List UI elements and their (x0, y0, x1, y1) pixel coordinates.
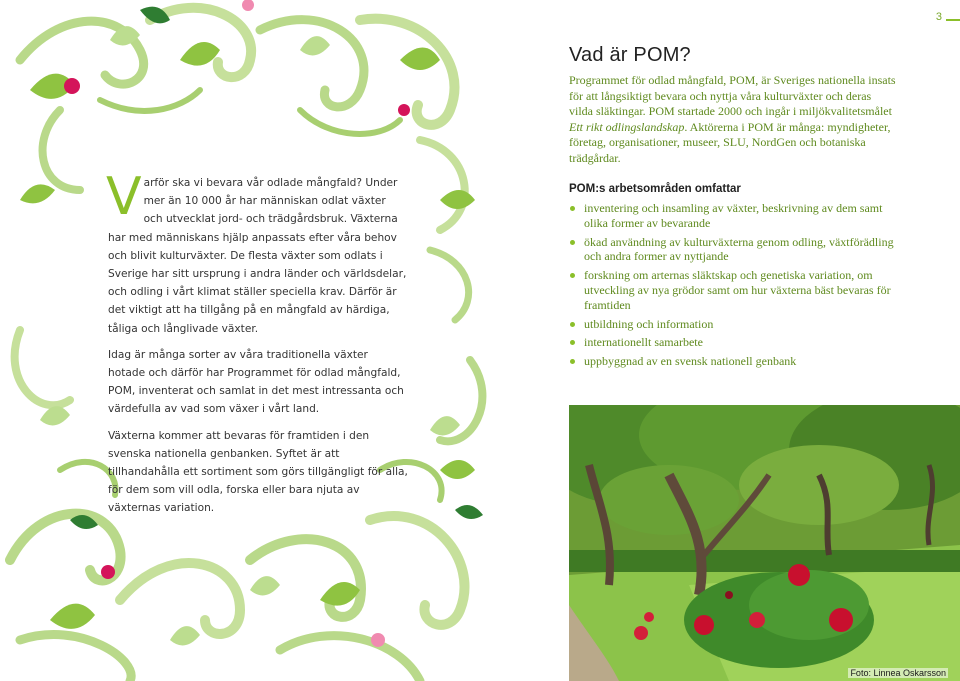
page-number-rule (946, 19, 960, 21)
work-areas-heading: POM:s arbetsområden omfattar (569, 183, 741, 195)
pom-intro (569, 73, 897, 166)
bullet-icon (570, 322, 575, 327)
photo-caption: Foto: Linnea Oskarsson (850, 668, 946, 678)
section-title: Vad är POM? (569, 44, 691, 66)
what-is-pom-section (569, 44, 897, 166)
bullet-icon (570, 206, 575, 211)
bullet-icon (570, 359, 575, 364)
bullet-icon (570, 240, 575, 245)
intro-text-a: Programmet för odlad mångfald, POM, är Sveriges nationella insats för att långsiktigt bevara och nyttja våra kulturväxter och deras vilda släktingar. POM startade 2000 och ingår i miljökvalitetsmålet (569, 73, 896, 118)
paragraph-genebank: Växterna kommer att bevaras för framtiden i den svenska nationella genbanken. Syftet är att tillhandahålla ett sortiment som görs tillgängligt för alla, för dem som vill odla, forska eller bara njuta av växternas variation. (108, 429, 408, 515)
list-item: utbildning och information (569, 317, 899, 332)
bullet-icon (570, 273, 575, 278)
paragraph-intro (106, 167, 408, 338)
intro-body: mer än 10 000 år har människan odlat växter och utvecklat jord- och trädgårdsbruk. Växterna har med människans hjälp anpassats efter våra behov och blivit kulturväxter. De flesta växter som odlats i Sverige har sitt ursprung i andra länder och världsdelar, och odling i vårt klimat ställer speciella krav. Därför är det viktigt att ha tillgång på en mångfald av härdiga, tåliga och långlivade växter. (108, 195, 407, 335)
intro-first-line: arför ska vi bevara vår odlade mångfald? Under (143, 177, 398, 189)
work-areas-section (569, 183, 899, 373)
list-item: uppbyggnad av en svensk nationell genbank (569, 354, 899, 369)
list-item: inventering och insamling av växter, beskrivning av dem samt olika former av bevarande (569, 201, 899, 231)
list-item: internationellt samarbete (569, 335, 899, 350)
page-number: 3 (935, 11, 942, 23)
list-item: forskning om arternas släktskap och genetiska variation, om utveckling av nya grödor samt om hur växterna bäst bevaras för framtiden (569, 268, 899, 312)
paragraph-threatened: Idag är många sorter av våra traditionella växter hotade och därför har Programmet för odlad mångfald, POM, inventerat och samlat in det mest intressanta och värdefulla av vad som växer i vårt land. (108, 348, 404, 416)
work-areas-list (569, 201, 899, 369)
list-item: ökad användning av kulturväxterna genom odling, växtförädling och andra former av nyttjande (569, 235, 899, 265)
orchard-photo (569, 405, 960, 681)
left-column-text (106, 167, 408, 526)
drop-cap: V (106, 167, 142, 227)
bullet-icon (570, 340, 575, 345)
intro-emphasis: Ett rikt odlingslandskap (569, 119, 685, 134)
orchard-illustration (569, 405, 960, 681)
intro-text-b: . Aktörerna i POM är många: myndigheter, företag, organisationer, museer, SLU, NordGen och botaniska trädgårdar. (569, 119, 891, 165)
